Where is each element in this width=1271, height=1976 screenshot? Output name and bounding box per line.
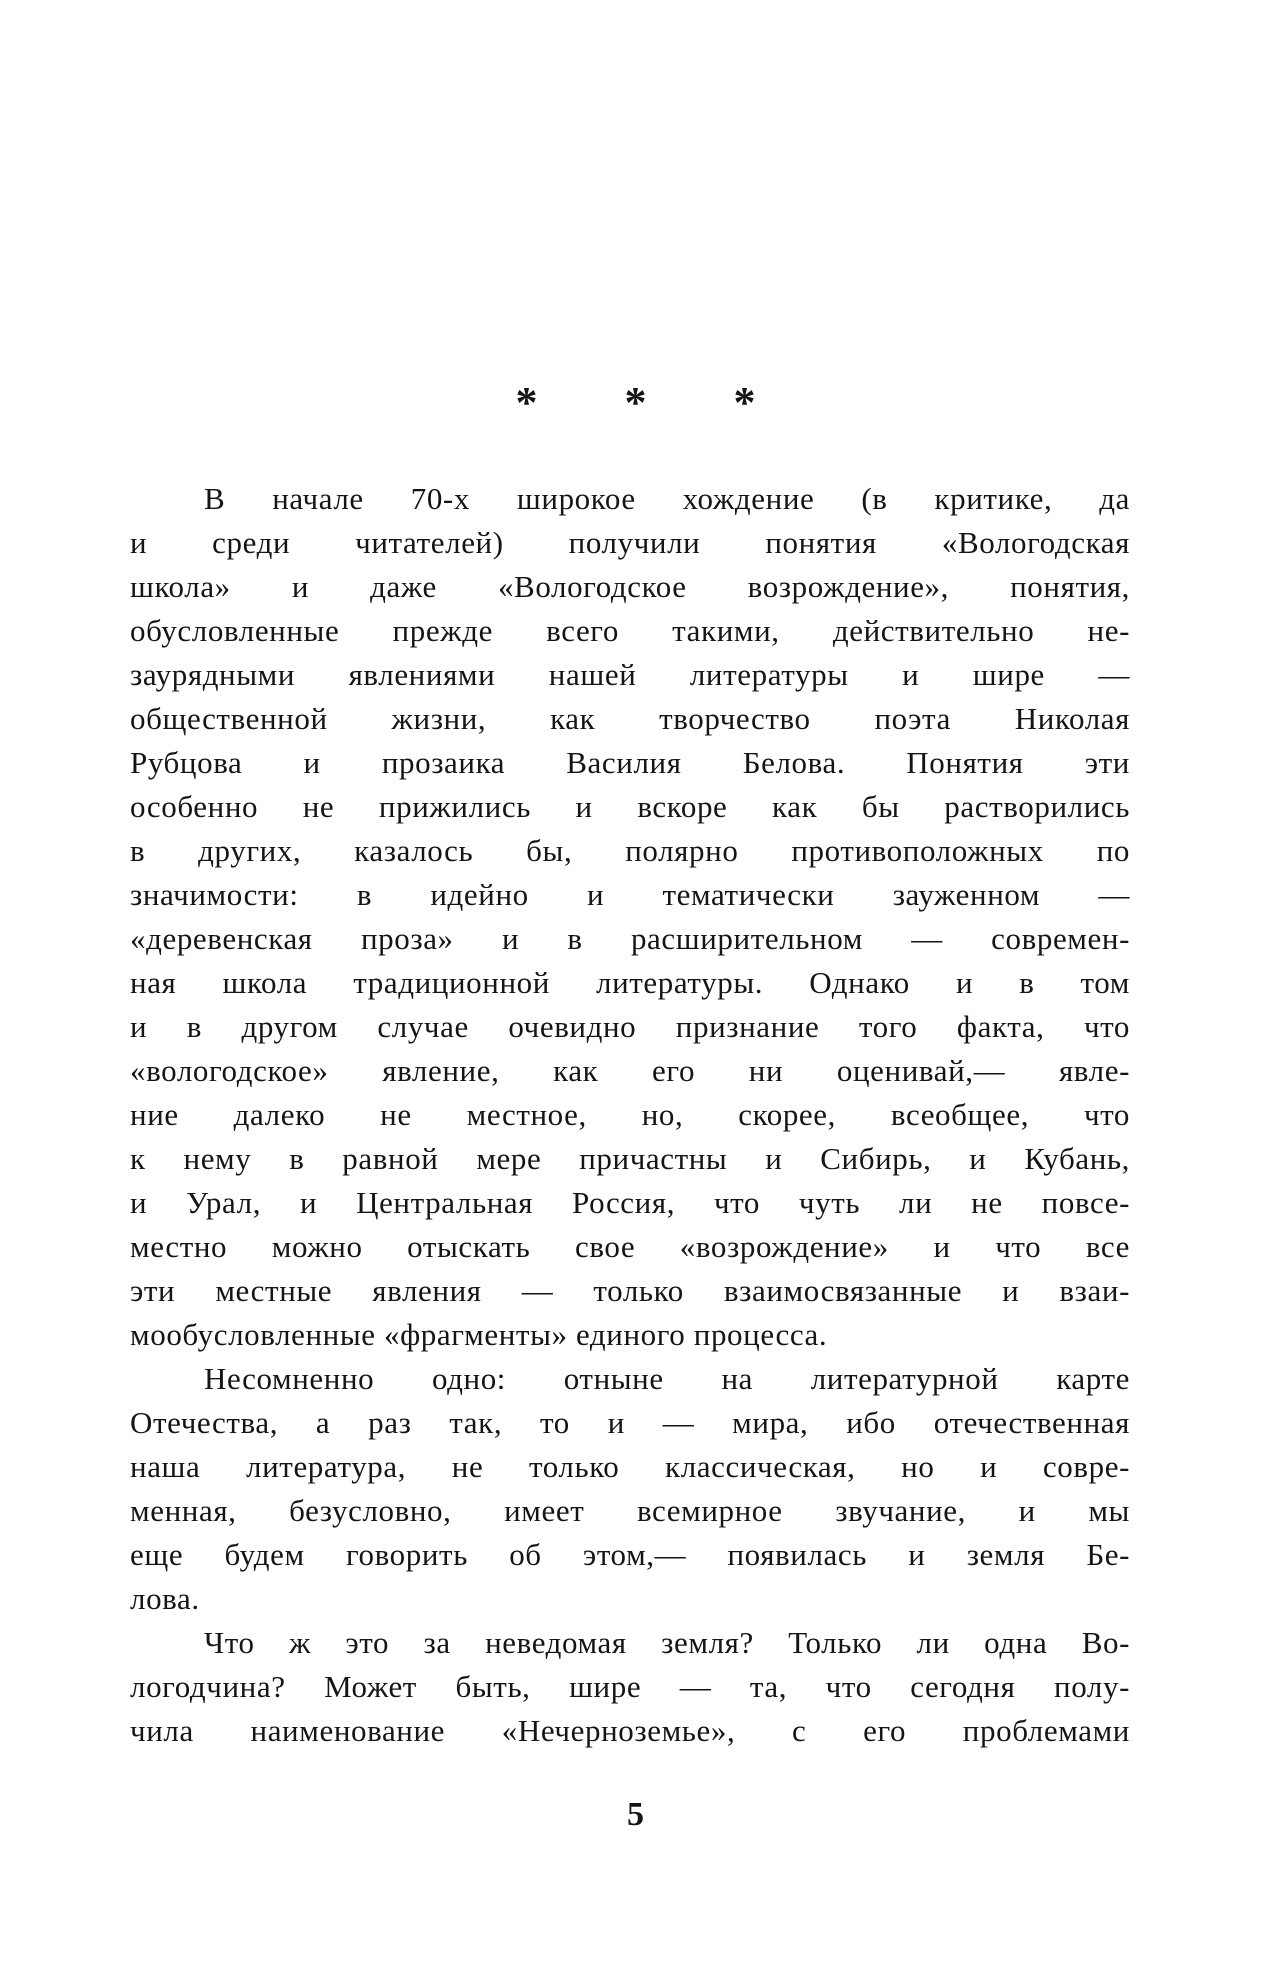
paragraph-1 [130, 477, 1130, 1357]
text-line: школа» и даже «Вологодское возрождение», понятия, [130, 569, 1130, 604]
text-line: к нему в равной мере причастны и Сибирь, и Кубань, [130, 1141, 1130, 1176]
text-line: Рубцова и прозаика Василия Белова. Понятия эти [130, 745, 1130, 780]
text-line: еще будем говорить об этом,— появилась и земля Бе- [130, 1537, 1130, 1572]
text-line: заурядными явлениями нашей литературы и шире — [130, 657, 1130, 692]
text-line: значимости: в идейно и тематически зауженном — [130, 877, 1130, 912]
text-line: наша литература, не только классическая, но и совре- [130, 1449, 1130, 1484]
text-line: обусловленные прежде всего такими, действительно не- [130, 613, 1130, 648]
text-line: ная школа традиционной литературы. Однако и в том [130, 965, 1130, 1000]
text-line: и в другом случае очевидно признание того факта, что [130, 1009, 1130, 1044]
text-line: лова. [130, 1581, 200, 1616]
text-line: мообусловленные «фрагменты» единого процесса. [130, 1317, 828, 1352]
text-line: особенно не прижились и вскоре как бы растворились [130, 789, 1130, 824]
section-separator: * * * [515, 378, 794, 427]
text-line: местно можно отыскать свое «возрождение» и что все [130, 1229, 1130, 1264]
text-line: Что ж это за неведомая земля? Только ли одна Во- [204, 1625, 1130, 1660]
page-number: 5 [627, 1796, 644, 1833]
text-line: и среди читателей) получили понятия «Вологодская [130, 525, 1130, 560]
text-line: «вологодское» явление, как его ни оценивай,— явле- [130, 1053, 1130, 1088]
text-line: логодчина? Может быть, шире — та, что сегодня полу- [130, 1669, 1130, 1704]
text-line: и Урал, и Центральная Россия, что чуть ли не повсе- [130, 1185, 1130, 1220]
body-text [130, 477, 1130, 1753]
text-line: Несомненно одно: отныне на литературной карте [204, 1361, 1130, 1396]
text-line: чила наименование «Нечерноземье», с его проблемами [130, 1713, 1130, 1748]
text-line: Отечества, а раз так, то и — мира, ибо отечественная [130, 1405, 1130, 1440]
text-line: общественной жизни, как творчество поэта Николая [130, 701, 1130, 736]
text-line: в других, казалось бы, полярно противоположных по [130, 833, 1130, 868]
text-line: эти местные явления — только взаимосвязанные и взаи- [130, 1273, 1130, 1308]
paragraph-3 [130, 1621, 1130, 1753]
paragraph-2 [130, 1357, 1130, 1621]
text-line: ние далеко не местное, но, скорее, всеобщее, что [130, 1097, 1130, 1132]
text-line: В начале 70-х широкое хождение (в критике, да [204, 481, 1130, 516]
text-line: менная, безусловно, имеет всемирное звучание, и мы [130, 1493, 1130, 1528]
text-line: «деревенская проза» и в расширительном — современ- [130, 921, 1130, 956]
